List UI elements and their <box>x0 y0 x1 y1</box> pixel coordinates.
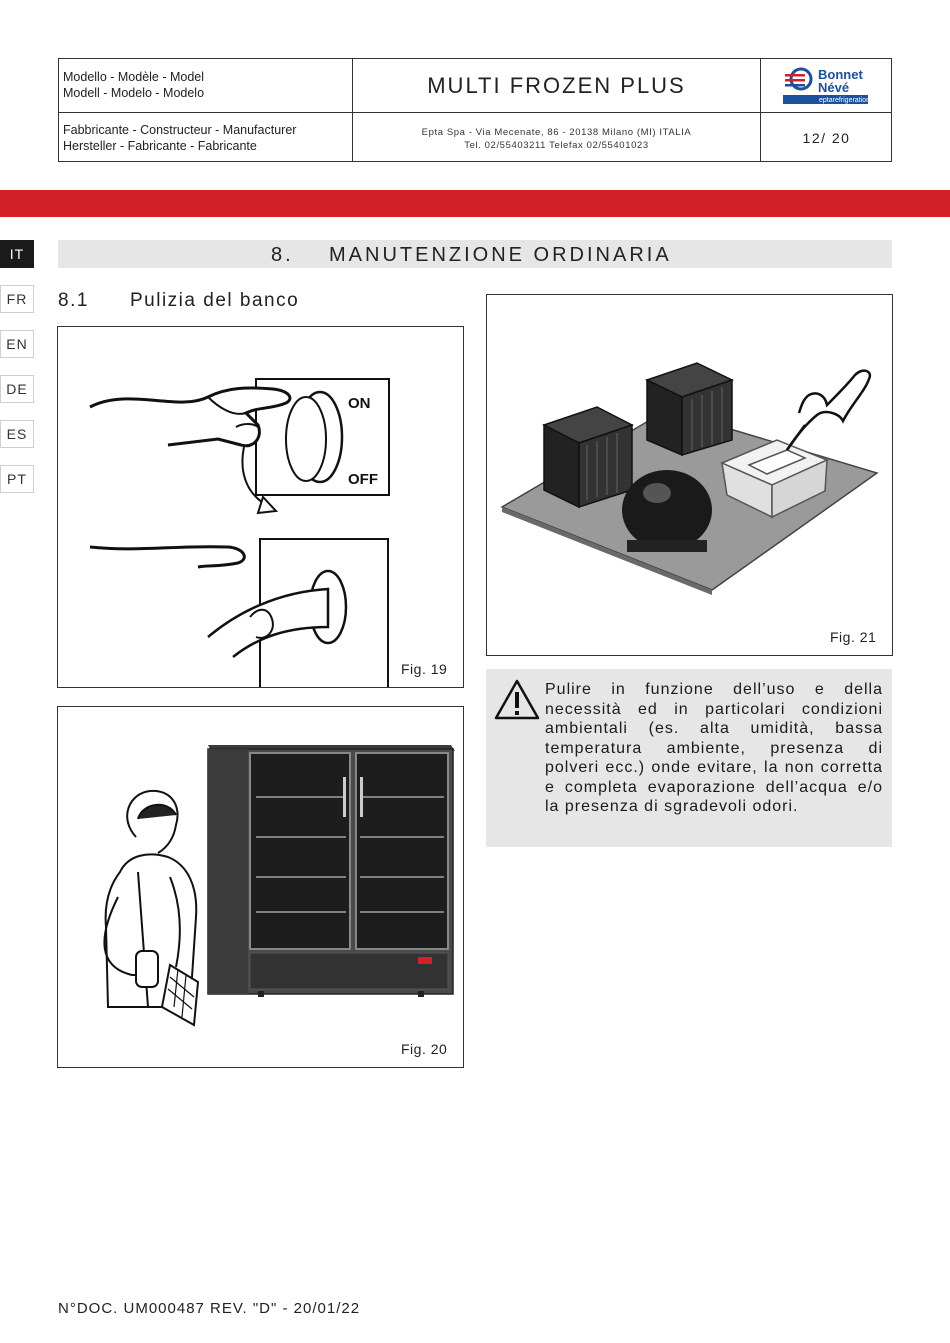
figure-19-caption: Fig. 19 <box>401 661 448 677</box>
model-label-line2: Modell - Modelo - Modelo <box>63 86 205 100</box>
drain-tray-illustration <box>487 295 892 655</box>
lang-tab-en[interactable]: EN <box>0 330 34 358</box>
lang-tab-it[interactable]: IT <box>0 240 34 268</box>
manufacturer-label-line2: Hersteller - Fabricante - Fabricante <box>63 139 257 153</box>
document-header <box>58 58 892 162</box>
switch-off-illustration <box>58 327 463 687</box>
brand-name-1: Bonnet <box>818 67 863 82</box>
subsection-number: 8.1 <box>58 290 89 311</box>
figure-20 <box>57 706 464 1068</box>
manufacturer-address <box>353 126 760 152</box>
document-reference: N°DOC. UM000487 REV. "D" - 20/01/22 <box>58 1300 361 1317</box>
product-title: MULTI FROZEN PLUS <box>427 73 686 98</box>
page-number: 12/ 20 <box>802 130 851 146</box>
figure-21-caption: Fig. 21 <box>830 629 877 645</box>
lang-tab-de[interactable]: DE <box>0 375 34 403</box>
subsection-title: Pulizia del banco <box>130 290 300 311</box>
brand-name-2: Névé <box>818 80 850 95</box>
accent-band <box>0 190 950 217</box>
brand-tagline: eptarefrigeration <box>819 97 870 104</box>
brand-emblem-icon <box>785 69 811 89</box>
switch-off-label: OFF <box>348 471 378 488</box>
address-line1: Epta Spa - Via Mecenate, 86 - 20138 Milano (MI) ITALIA <box>421 127 692 138</box>
switch-on-label: ON <box>348 395 371 412</box>
brand-logo <box>761 59 892 112</box>
warning-text: Pulire in funzione dell’uso e della necessità ed in particolari condizioni ambientali (es. alta umidità, bassa temperatura ambiente, presenza di polveri ecc.) onde evitare, la non corretta e completa evaporazione dell’acqua e/o la presenza di sgradevoli odori. <box>545 681 883 815</box>
lang-tab-es[interactable]: ES <box>0 420 34 448</box>
section-number: 8. <box>271 244 294 266</box>
manufacturer-label-line1: Fabbricante - Constructeur - Manufacturer <box>63 123 297 137</box>
figure-19 <box>57 326 464 688</box>
lang-tab-pt[interactable]: PT <box>0 465 34 493</box>
address-line2: Tel. 02/55403211 Telefax 02/55401023 <box>464 140 649 151</box>
cleaning-showcase-illustration <box>58 707 463 1067</box>
lang-tab-fr[interactable]: FR <box>0 285 34 313</box>
warning-icon <box>494 678 540 720</box>
model-label-line1: Modello - Modèle - Model <box>63 70 205 84</box>
figure-21 <box>486 294 893 656</box>
figure-20-caption: Fig. 20 <box>401 1041 448 1057</box>
manufacturer-label <box>59 113 352 163</box>
section-title: MANUTENZIONE ORDINARIA <box>329 244 672 266</box>
model-label <box>59 59 352 112</box>
